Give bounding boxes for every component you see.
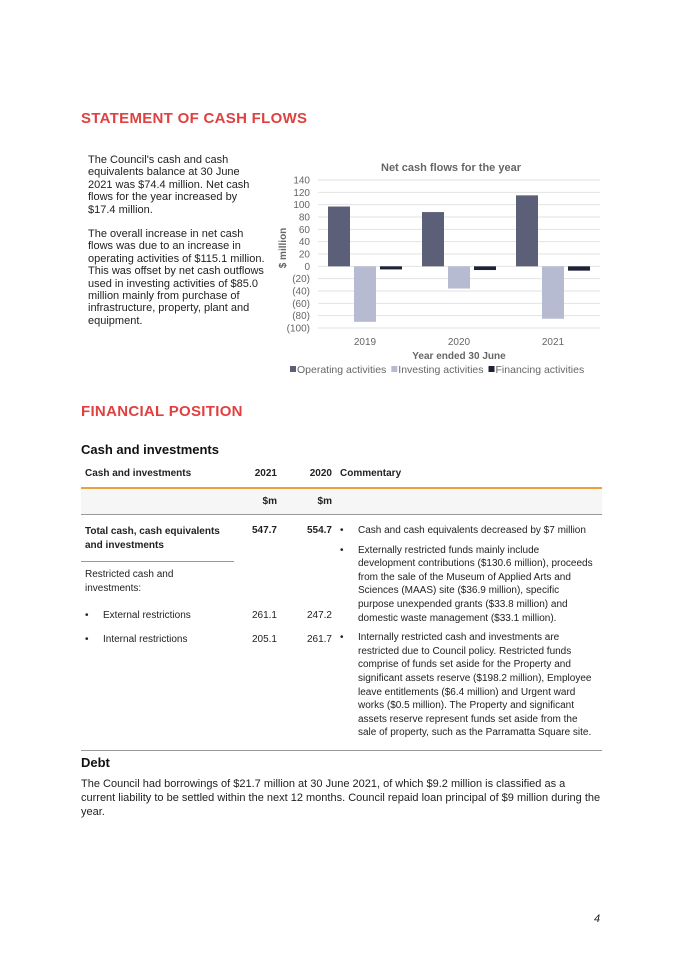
table-header-row — [81, 462, 602, 488]
x-tick-label: 2019 — [353, 337, 377, 348]
y-tick-label: (100) — [286, 323, 310, 335]
chart-title: Net cash flows for the year — [381, 162, 521, 174]
bar-operating-activities — [422, 212, 444, 266]
x-tick-label: 2021 — [541, 337, 565, 348]
legend-label: Operating activities — [297, 364, 387, 376]
intro-paragraph-2: The overall increase in net cash flows was due to an increase in operating activities of $115.1 million. This was offset by net cash outflows used in investing activities of $85.0 million mainly from purchase of infrastructure, property, plant and equipment. — [88, 228, 265, 327]
restricted-label: Restricted cash and investments: — [85, 569, 174, 595]
col-header-2020: 2020 — [309, 468, 332, 479]
commentary-item: • Cash and cash equivalents decreased by $7 million — [338, 524, 594, 538]
bar-operating-activities — [328, 207, 350, 267]
chart-x-ticks — [354, 337, 565, 348]
section-title-cash-flows: STATEMENT OF CASH FLOWS — [81, 110, 308, 127]
row-2021: 205.1 — [251, 633, 277, 645]
bar-financing-activities — [568, 266, 590, 270]
legend-swatch — [290, 366, 296, 372]
y-tick-label: 140 — [293, 175, 310, 187]
page-number: 4 — [594, 913, 601, 925]
bar-investing-activities — [354, 266, 376, 322]
subheading-cash-investments: Cash and investments — [81, 442, 219, 457]
row-label: External restrictions — [103, 610, 191, 622]
commentary-item: • Internally restricted cash and investments are restricted due to Council policy. Restricted funds comprise of funds set aside for the Property and significant assets reserve ($198.2 million), Employee leave entitlements ($6.4 million) and Urgent ward works ($0.5 million). The Property and significant assets reserve represent funds set aside from the sale of property, such as the Parramatta Square site. — [338, 631, 594, 740]
row-2020: 261.7 — [306, 633, 332, 645]
total-2021: 547.7 — [251, 525, 277, 536]
y-tick-label: 120 — [293, 187, 310, 199]
y-tick-label: 80 — [298, 212, 310, 224]
commentary-cell — [332, 515, 602, 751]
row-2021: 261.1 — [251, 610, 277, 622]
legend-label: Financing activities — [495, 364, 585, 376]
bullet: • — [85, 610, 89, 622]
intro-text — [88, 154, 266, 327]
y-axis-label: $ million — [278, 227, 289, 269]
bar-operating-activities — [516, 195, 538, 266]
row-2020: 247.2 — [306, 610, 332, 622]
net-cash-flows-chart — [270, 155, 610, 385]
bar-investing-activities — [448, 266, 470, 288]
table-units-row — [81, 488, 602, 515]
commentary-item: • Externally restricted funds mainly include development contributions ($130.6 million), proceeds from the sale of the Museum of Applied Arts and Sciences (MAAS) site ($36.9 million), specific purpose unexpended grants ($33.8 million) and domestic waste management ($33.1 million). — [338, 544, 594, 626]
commentary-list — [338, 524, 594, 740]
chart-y-ticks — [287, 176, 311, 335]
section-title-financial-position: FINANCIAL POSITION — [81, 403, 243, 420]
x-axis-label: Year ended 30 June — [412, 351, 506, 362]
intro-paragraph-1: The Council's cash and cash equivalents balance at 30 June 2021 was $74.4 million. Net cash flows for the year increased by $17.4 million. — [88, 154, 250, 216]
col-header-commentary: Commentary — [340, 468, 402, 479]
y-tick-label: (60) — [292, 298, 310, 310]
col-header-2021: 2021 — [254, 468, 277, 479]
y-tick-label: (20) — [292, 274, 310, 286]
total-label: Total cash, cash equivalents and investments — [81, 515, 234, 562]
bullet: • — [85, 633, 89, 645]
table-total-row — [81, 515, 602, 562]
legend-swatch — [391, 366, 397, 372]
bar-financing-activities — [380, 266, 402, 269]
legend-swatch — [489, 366, 495, 372]
bar-financing-activities — [474, 266, 496, 270]
subheading-debt: Debt — [81, 755, 110, 770]
debt-text: The Council had borrowings of $21.7 million at 30 June 2021, of which $9.2 million is classified as a current liability to be settled within the next 12 months. Council repaid loan principal of $9 million during the year. — [81, 778, 601, 818]
bar-investing-activities — [542, 266, 564, 318]
legend-label: Investing activities — [398, 364, 484, 376]
y-tick-label: 100 — [293, 200, 310, 212]
y-tick-label: 60 — [298, 224, 310, 236]
unit-2020: $m — [317, 496, 332, 507]
y-tick-label: 40 — [298, 237, 310, 249]
chart-legend — [290, 364, 584, 376]
unit-2021: $m — [262, 496, 277, 507]
total-2020: 554.7 — [306, 525, 332, 536]
x-tick-label: 2020 — [447, 337, 471, 348]
y-tick-label: 20 — [298, 249, 310, 261]
col-header-label: Cash and investments — [85, 468, 192, 479]
row-label: Internal restrictions — [103, 633, 188, 645]
y-tick-label: 0 — [304, 261, 310, 273]
y-tick-label: (80) — [292, 311, 310, 323]
y-tick-label: (40) — [292, 286, 310, 298]
cash-investments-table — [81, 462, 602, 751]
